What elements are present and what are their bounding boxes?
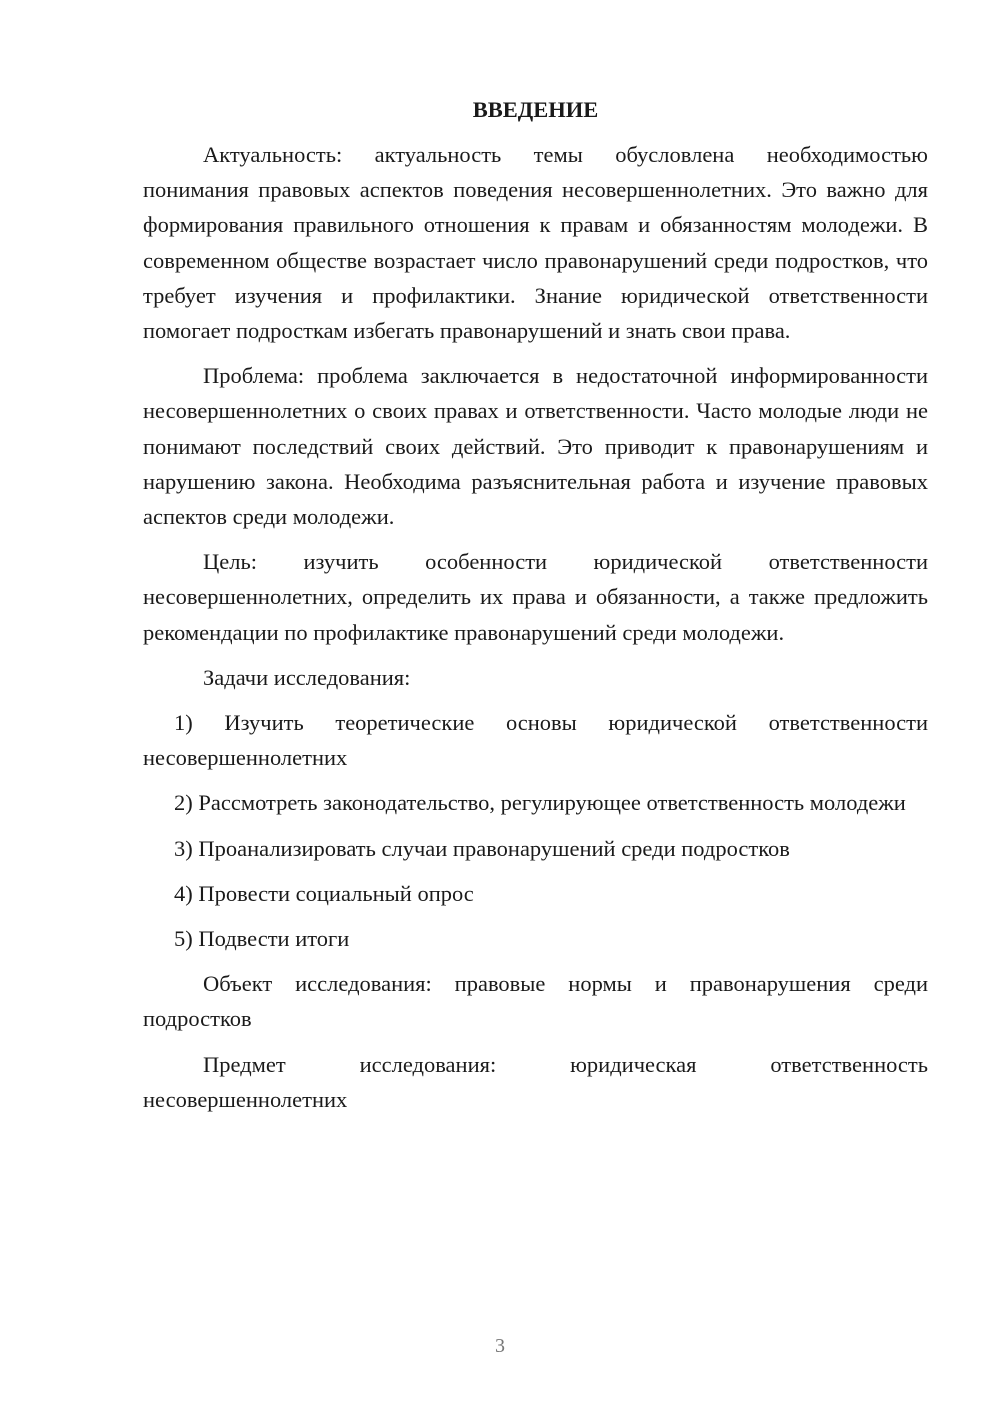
- task-item: 4) Провести социальный опрос: [174, 880, 474, 906]
- tasks-list: [143, 705, 928, 956]
- goal-paragraph: Цель: изучить особенности юридической ответственности несовершеннолетних, определить их права и обязанности, а также предложить рекомендации по профилактике правонарушений среди молодежи.: [143, 549, 928, 645]
- problem-paragraph: Проблема: проблема заключается в недостаточной информированности несовершеннолетних о своих правах и ответственности. Часто молодые люди не понимают последствий своих действий. Это приводит к правонарушениям и нарушению закона. Необходима разъяснительная работа и изучение правовых аспектов среди молодежи.: [143, 363, 928, 530]
- task-item: 5) Подвести итоги: [174, 926, 350, 952]
- relevance-paragraph: Актуальность: актуальность темы обусловлена необходимостью понимания правовых аспектов поведения несовершеннолетних. Это важно для формирования правильного отношения к правам и обязанностям молодежи. В современном обществе возрастает число правонарушений среди подростков, что требует изучения и профилактики. Знание юридической ответственности помогает подросткам избегать правонарушений и знать свои права.: [143, 142, 928, 344]
- task-item: 1) Изучить теоретические основы юридической ответственности несовершеннолетних: [143, 710, 928, 771]
- task-item: 3) Проанализировать случаи правонарушений среди подростков: [174, 835, 790, 861]
- object-paragraph: Объект исследования: правовые нормы и правонарушения среди подростков: [143, 971, 928, 1032]
- subject-paragraph: Предмет исследования: юридическая ответственность несовершеннолетних: [143, 1051, 928, 1112]
- page-title: ВВЕДЕНИЕ: [472, 97, 599, 122]
- task-item: 2) Рассмотреть законодательство, регулирующее ответственность молодежи: [174, 790, 906, 816]
- page-number: 3: [495, 1335, 505, 1357]
- tasks-heading: Задачи исследования:: [203, 664, 411, 690]
- document-page: [143, 92, 928, 1127]
